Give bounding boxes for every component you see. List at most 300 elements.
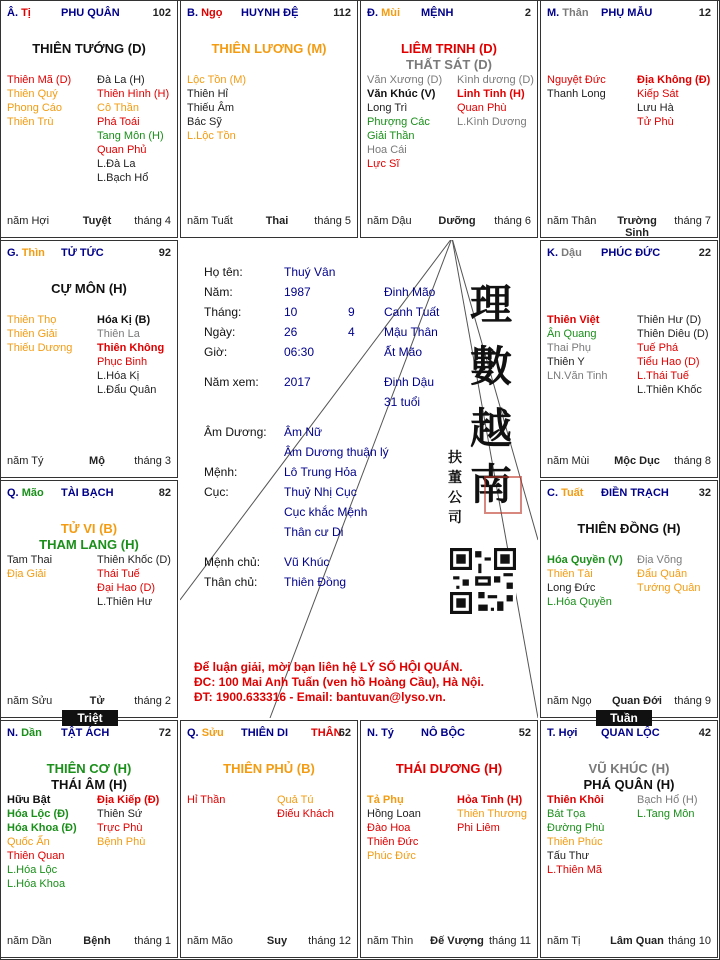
- star-item: L.Tang Môn: [637, 808, 695, 820]
- palace-month: tháng 2: [134, 695, 171, 707]
- star-item: Thiên Không: [97, 342, 165, 354]
- branch-label: [187, 727, 224, 739]
- star-item: Giải Thần: [367, 130, 415, 142]
- star-item: Bác Sỹ: [187, 116, 222, 128]
- major-star: THIÊN PHỦ (B): [223, 761, 315, 776]
- star-item: Thiếu Dương: [7, 342, 73, 354]
- side-char-1: 扶: [448, 450, 462, 466]
- star-item: Hóa Kị (B): [97, 314, 151, 326]
- star-item: Thiên Quý: [7, 88, 58, 100]
- palace-month: tháng 10: [668, 935, 711, 947]
- star-item: L.Thiên Mã: [547, 864, 603, 876]
- palace-tuat: [540, 480, 718, 718]
- branch-label: [7, 727, 42, 739]
- palace-footer: [7, 215, 171, 229]
- star-item: Nguyệt Đức: [547, 74, 606, 86]
- minor-stars-right: [637, 553, 720, 595]
- branch-label: [367, 727, 394, 739]
- star-item: Hóa Khoa (Đ): [7, 822, 77, 834]
- major-star: THÁI ÂM (H): [51, 777, 127, 792]
- life-phase: Mộ: [89, 455, 105, 467]
- star-item: Tam Thai: [7, 554, 53, 566]
- side-chars: [448, 448, 462, 528]
- info-value: 06:30: [284, 345, 315, 359]
- star-item: Thiên La: [97, 328, 140, 340]
- palace-dan: [0, 720, 178, 958]
- major-star: PHÁ QUÂN (H): [583, 777, 675, 792]
- minor-stars-left: [367, 73, 451, 171]
- palace-than: [540, 0, 718, 238]
- star-item: Quan Phù: [457, 102, 507, 114]
- palace-footer: [7, 695, 171, 709]
- minor-stars-right: [637, 73, 720, 129]
- star-item: Địa Võng: [637, 554, 683, 566]
- star-item: Địa Kiếp (Đ): [97, 794, 160, 806]
- house-name: PHỤ MẪU: [601, 7, 653, 19]
- star-item: Thiên Khốc (D): [97, 554, 171, 566]
- palace-number: 82: [158, 487, 171, 499]
- star-item: L.Bạch Hổ: [97, 172, 149, 184]
- menh-value: Lô Trung Hỏa: [284, 465, 357, 479]
- info-label: Ngày:: [204, 325, 236, 339]
- palace-header: [547, 247, 711, 261]
- star-item: Thiên Đức: [367, 836, 419, 848]
- house-name: THIÊN DI: [241, 727, 289, 739]
- branch-name: Tý: [381, 727, 394, 739]
- palace-header: [7, 487, 171, 501]
- menh-chu-value: Vũ Khúc: [284, 555, 330, 569]
- palace-header: [187, 7, 351, 21]
- star-item: L.Thiên Hư: [97, 596, 153, 608]
- star-item: Tuế Phá: [637, 342, 679, 354]
- palace-suu: [180, 720, 358, 958]
- palace-year: năm Tuất: [187, 215, 233, 227]
- palace-month: tháng 9: [674, 695, 711, 707]
- star-item: Lực Sĩ: [367, 158, 400, 170]
- side-char-2: 董: [448, 470, 462, 486]
- major-star: THIÊN LƯƠNG (M): [211, 41, 327, 56]
- minor-stars-right: [97, 313, 181, 397]
- tuan-badge: Tuần: [596, 710, 652, 726]
- star-item: L.Đà La: [97, 158, 136, 170]
- branch-name: Sửu: [201, 727, 224, 739]
- branch-name: Ngọ: [201, 7, 223, 19]
- star-item: Thiên Thương: [457, 808, 528, 820]
- life-phase: Dưỡng: [438, 215, 476, 227]
- minor-stars-right: [457, 793, 541, 835]
- star-item: Thiên Tài: [547, 568, 593, 580]
- palace-footer: [7, 455, 171, 469]
- palace-number: 22: [698, 247, 711, 259]
- major-star: THAM LANG (H): [39, 537, 139, 552]
- branch-label: [7, 7, 31, 19]
- star-item: Thiên Y: [547, 356, 585, 368]
- star-item: Thiên Giải: [7, 328, 58, 340]
- star-item: L.Thái Tuế: [637, 370, 689, 382]
- seal-stamp: [484, 476, 522, 514]
- palace-header: [187, 727, 351, 741]
- star-item: Lộc Tồn (M): [187, 74, 247, 86]
- star-item: Thiên Thọ: [7, 314, 57, 326]
- palace-year: năm Tị: [547, 935, 581, 947]
- star-item: Đại Hao (D): [97, 582, 156, 594]
- star-item: Thiên Hư (D): [637, 314, 702, 326]
- minor-stars-left: [187, 73, 271, 143]
- star-item: Quả Tú: [277, 794, 314, 806]
- star-item: Thiên Phúc: [547, 836, 603, 848]
- star-item: Cô Thần: [97, 102, 139, 114]
- qr-code: [450, 548, 516, 614]
- major-star: THIÊN TƯỚNG (D): [32, 41, 146, 56]
- palace-header: [7, 727, 171, 741]
- branch-name: Thân: [562, 7, 589, 19]
- minor-stars-right: [277, 793, 361, 821]
- palace-month: tháng 12: [308, 935, 351, 947]
- branch-prefix: Đ.: [367, 7, 378, 19]
- star-item: Tấu Thư: [547, 850, 590, 862]
- am-duong-2: Âm Dương thuận lý: [284, 445, 389, 459]
- menh-label: Mệnh:: [204, 465, 238, 479]
- contact-line-2: ĐC: 100 Mai Anh Tuấn (ven hồ Hoàng Cầu), Hà Nội.: [194, 675, 485, 689]
- palace-number: 2: [524, 7, 531, 19]
- logo-char-3: 越: [470, 404, 513, 453]
- star-item: Phúc Đức: [367, 850, 416, 862]
- branch-label: [547, 727, 577, 739]
- major-star: CỰ MÔN (H): [51, 281, 127, 296]
- minor-stars-right: [637, 313, 720, 397]
- logo-char-2: 數: [470, 342, 513, 391]
- star-item: Thiên Việt: [547, 314, 600, 326]
- branch-label: [7, 487, 44, 499]
- branch-name: Hợi: [558, 727, 578, 739]
- info-value-lunar: 9: [348, 305, 355, 319]
- life-phase: Bệnh: [83, 935, 111, 947]
- triet-badge: Triệt: [62, 710, 118, 726]
- info-value: Thuý Vân: [284, 265, 336, 279]
- info-label: Họ tên:: [204, 265, 243, 279]
- star-item: Thiên Quan: [7, 850, 65, 862]
- palace-number: 62: [338, 727, 351, 739]
- house-name: TÀI BẠCH: [61, 487, 114, 499]
- palace-ngo: [180, 0, 358, 238]
- minor-stars-left: [7, 553, 91, 581]
- branch-name: Mão: [21, 487, 44, 499]
- star-item: Địa Giải: [7, 568, 47, 580]
- branch-label: [187, 7, 222, 19]
- star-item: Đào Hoa: [367, 822, 411, 834]
- life-phase: Tuyệt: [82, 215, 112, 227]
- info-label: Tháng:: [204, 305, 242, 319]
- life-phase: Lâm Quan: [610, 935, 664, 947]
- minor-stars-left: [547, 793, 631, 877]
- side-char-4: 司: [448, 510, 462, 526]
- major-star: THIÊN ĐỒNG (H): [577, 521, 681, 536]
- info-value-canchi: Mậu Thân: [384, 325, 438, 339]
- star-item: Văn Khúc (V): [367, 88, 436, 100]
- info-value-canchi: Canh Tuất: [384, 305, 440, 319]
- branch-prefix: Â.: [7, 7, 18, 19]
- info-label: Năm:: [204, 285, 233, 299]
- minor-stars-right: [97, 793, 181, 849]
- palace-footer: [547, 935, 711, 949]
- branch-prefix: C.: [547, 487, 558, 499]
- star-item: Địa Không (Đ): [637, 74, 711, 86]
- palace-year: năm Mùi: [547, 455, 590, 467]
- palace-month: tháng 5: [314, 215, 351, 227]
- star-item: L.Kình Dương: [457, 116, 527, 128]
- info-value-canchi: Đinh Dậu: [384, 375, 435, 389]
- palace-year: năm Sửu: [7, 695, 53, 707]
- star-item: Thái Tuế: [97, 568, 140, 580]
- minor-stars-right: [457, 73, 541, 129]
- star-item: Thai Phụ: [547, 342, 592, 354]
- palace-header: [7, 247, 171, 261]
- star-item: Kình dương (D): [457, 74, 534, 86]
- palace-footer: [367, 935, 531, 949]
- contact-line-1: Để luận giải, mời bạn liên hệ LÝ SỐ HỘI QUÁN.: [194, 660, 463, 674]
- star-item: Phi Liêm: [457, 822, 500, 834]
- star-item: Quan Phủ: [97, 144, 147, 156]
- star-item: LN.Văn Tinh: [547, 370, 608, 382]
- star-item: L.Hóa Lộc: [7, 864, 58, 876]
- star-item: Phượng Các: [367, 116, 430, 128]
- star-item: Ân Quang: [547, 328, 597, 340]
- house-name: PHU QUÂN: [61, 7, 120, 19]
- palace-dau: [540, 240, 718, 478]
- star-item: Bát Tọa: [547, 808, 586, 820]
- branch-name: Dần: [21, 727, 42, 739]
- branch-label: [547, 487, 583, 499]
- minor-stars-left: [547, 313, 631, 383]
- palace-month: tháng 1: [134, 935, 171, 947]
- star-item: Tiểu Hao (D): [637, 356, 700, 368]
- star-item: Hóa Quyền (V): [547, 554, 623, 566]
- star-item: Đà La (H): [97, 74, 145, 86]
- am-duong-1: Âm Nữ: [284, 425, 323, 439]
- branch-name: Tuất: [561, 487, 584, 499]
- contact-line-3: ĐT: 1900.633316 - Email: bantuvan@lyso.vn.: [194, 690, 446, 704]
- branch-label: [547, 7, 589, 19]
- minor-stars-left: [187, 793, 271, 807]
- major-star: LIÊM TRINH (D): [400, 41, 498, 56]
- logo-char-4: 南: [470, 460, 513, 509]
- star-item: L.Hóa Khoa: [7, 878, 66, 890]
- branch-name: Thìn: [21, 247, 45, 259]
- palace-footer: [547, 695, 711, 709]
- minor-stars-right: [637, 793, 720, 821]
- life-phase: Suy: [266, 935, 288, 947]
- branch-prefix: N.: [7, 727, 18, 739]
- palace-footer: [367, 215, 531, 229]
- house-suffix: THÂN: [311, 727, 342, 739]
- minor-stars-left: [367, 793, 451, 863]
- palace-number: 52: [518, 727, 531, 739]
- branch-name: Tị: [21, 7, 31, 19]
- palace-year: năm Ngọ: [547, 695, 592, 707]
- palace-ty: [360, 720, 538, 958]
- minor-stars-left: [7, 793, 91, 891]
- minor-stars-right: [97, 73, 181, 185]
- branch-prefix: Q.: [187, 727, 199, 739]
- major-star: THẤT SÁT (D): [406, 57, 492, 72]
- palace-header: [547, 487, 711, 501]
- star-item: Hỉ Thần: [187, 794, 226, 806]
- palace-year: năm Mão: [187, 935, 233, 947]
- star-item: Quốc Ấn: [7, 836, 50, 848]
- info-value: 1987: [284, 285, 311, 299]
- palace-header: [547, 727, 711, 741]
- star-item: Thiên Diêu (D): [637, 328, 709, 340]
- house-name: TẬT ÁCH: [61, 727, 110, 739]
- star-item: Thiên Hình (H): [97, 88, 170, 100]
- minor-stars-left: [7, 313, 91, 355]
- branch-prefix: B.: [187, 7, 198, 19]
- than-chu-label: Thân chủ:: [204, 575, 258, 589]
- palace-header: [367, 727, 531, 741]
- star-item: Thiên Hỉ: [187, 88, 228, 100]
- major-star: THIÊN CƠ (H): [46, 761, 132, 776]
- palace-year: năm Thìn: [367, 935, 414, 947]
- star-item: Thanh Long: [547, 88, 606, 100]
- branch-label: [7, 247, 45, 259]
- branch-prefix: G.: [7, 247, 19, 259]
- star-item: L.Đẩu Quân: [97, 384, 157, 396]
- info-value-canchi: Đinh Mão: [384, 285, 436, 299]
- star-item: Văn Xương (D): [367, 74, 443, 86]
- star-item: L.Hóa Kị: [97, 370, 140, 382]
- info-label: Giờ:: [204, 345, 228, 359]
- palace-footer: [187, 935, 351, 949]
- info-value-canchi: Ất Mão: [384, 345, 423, 359]
- palace-footer: [547, 455, 711, 469]
- star-item: Thiên Mã (D): [7, 74, 72, 86]
- minor-stars-left: [547, 553, 631, 609]
- life-phase: Thai: [265, 215, 289, 227]
- life-phase: Trường Sinh: [617, 215, 657, 239]
- branch-prefix: K.: [547, 247, 558, 259]
- minor-stars-left: [7, 73, 91, 129]
- star-item: Hữu Bật: [7, 794, 51, 806]
- branch-name: Dậu: [561, 247, 582, 259]
- palace-month: tháng 6: [494, 215, 531, 227]
- major-star: THÁI DƯƠNG (H): [395, 761, 503, 776]
- palace-mao: [0, 480, 178, 718]
- info-value-lunar: 4: [348, 325, 355, 339]
- star-item: Bệnh Phù: [97, 836, 146, 848]
- branch-prefix: Q.: [7, 487, 19, 499]
- palace-year: năm Tý: [7, 455, 44, 467]
- star-item: Phục Binh: [97, 356, 148, 368]
- star-item: Bạch Hổ (H): [637, 794, 698, 806]
- star-item: Thiếu Âm: [187, 102, 235, 114]
- star-item: L.Thiên Khốc: [637, 384, 702, 396]
- palace-ti: [0, 0, 178, 238]
- cuc-2: Cục khắc Mệnh: [284, 505, 368, 519]
- palace-number: 72: [158, 727, 171, 739]
- life-phase: Tử: [89, 695, 105, 707]
- palace-year: năm Dần: [7, 935, 52, 947]
- life-phase: Mộc Dục: [614, 455, 660, 467]
- star-item: Hồng Loan: [367, 808, 421, 820]
- palace-thin: [0, 240, 178, 478]
- house-name: MỆNH: [421, 7, 454, 19]
- branch-label: [367, 7, 400, 19]
- star-item: Kiếp Sát: [637, 88, 679, 100]
- palace-hoi: [540, 720, 718, 958]
- than-chu-value: Thiên Đồng: [284, 575, 347, 589]
- house-name: ĐIỀN TRẠCH: [601, 487, 669, 499]
- branch-prefix: M.: [547, 7, 560, 19]
- star-item: Hóa Lộc (Đ): [7, 808, 69, 820]
- star-item: Trực Phù: [97, 822, 143, 834]
- palace-header: [7, 7, 171, 21]
- cuc-1: Thuỷ Nhị Cục: [284, 485, 357, 499]
- palace-footer: [187, 215, 351, 229]
- house-name: QUAN LỘC: [601, 727, 660, 739]
- branch-label: [547, 247, 582, 259]
- info-value: 26: [284, 325, 298, 339]
- house-name: HUYNH ĐỆ: [241, 7, 299, 19]
- star-item: Lưu Hà: [637, 102, 674, 114]
- star-item: Phong Cáo: [7, 102, 63, 114]
- info-value: 2017: [284, 375, 311, 389]
- life-phase: Quan Đới: [612, 695, 662, 707]
- star-item: Thiên Khôi: [547, 794, 604, 806]
- palace-year: năm Hợi: [7, 215, 50, 227]
- side-char-3: 公: [448, 490, 462, 506]
- palace-month: tháng 7: [674, 215, 711, 227]
- branch-prefix: N.: [367, 727, 378, 739]
- star-item: L.Lộc Tồn: [187, 130, 236, 142]
- house-name: NÔ BỘC: [421, 727, 465, 739]
- age: 31 tuổi: [384, 395, 421, 409]
- branch-name: Mùi: [381, 7, 401, 19]
- palace-month: tháng 3: [134, 455, 171, 467]
- minor-stars-right: [97, 553, 181, 609]
- life-phase: Đế Vượng: [430, 935, 484, 947]
- house-name: PHÚC ĐỨC: [601, 247, 661, 259]
- star-item: Thiên Trù: [7, 116, 54, 128]
- star-item: Linh Tinh (H): [457, 88, 525, 100]
- palace-year: năm Dậu: [367, 215, 412, 227]
- major-star: VŨ KHÚC (H): [588, 761, 670, 776]
- cuc-label: Cục:: [204, 485, 229, 499]
- palace-number: 42: [698, 727, 711, 739]
- am-duong-label: Âm Dương:: [204, 425, 267, 439]
- menh-chu-label: Mệnh chủ:: [204, 555, 261, 569]
- star-item: Thiên Sứ: [97, 808, 143, 820]
- star-item: Tử Phù: [637, 116, 674, 128]
- info-label: Năm xem:: [204, 375, 259, 389]
- star-item: Hoa Cái: [367, 144, 407, 156]
- palace-number: 112: [333, 7, 351, 19]
- star-item: Đẩu Quân: [637, 568, 688, 580]
- cuc-3: Thân cư Di: [284, 525, 344, 539]
- palace-number: 102: [152, 7, 171, 19]
- star-item: Tả Phụ: [367, 794, 404, 806]
- star-item: Hỏa Tinh (H): [457, 794, 523, 806]
- star-item: Long Đức: [547, 582, 596, 594]
- star-item: Đường Phù: [547, 822, 605, 834]
- star-item: Phá Toái: [97, 116, 140, 128]
- star-item: Tướng Quân: [637, 582, 701, 594]
- palace-number: 92: [158, 247, 171, 259]
- star-item: Tang Môn (H): [97, 130, 164, 142]
- palace-year: năm Thân: [547, 215, 597, 227]
- star-item: Long Trì: [367, 102, 408, 114]
- palace-header: [367, 7, 531, 21]
- minor-stars-left: [547, 73, 631, 101]
